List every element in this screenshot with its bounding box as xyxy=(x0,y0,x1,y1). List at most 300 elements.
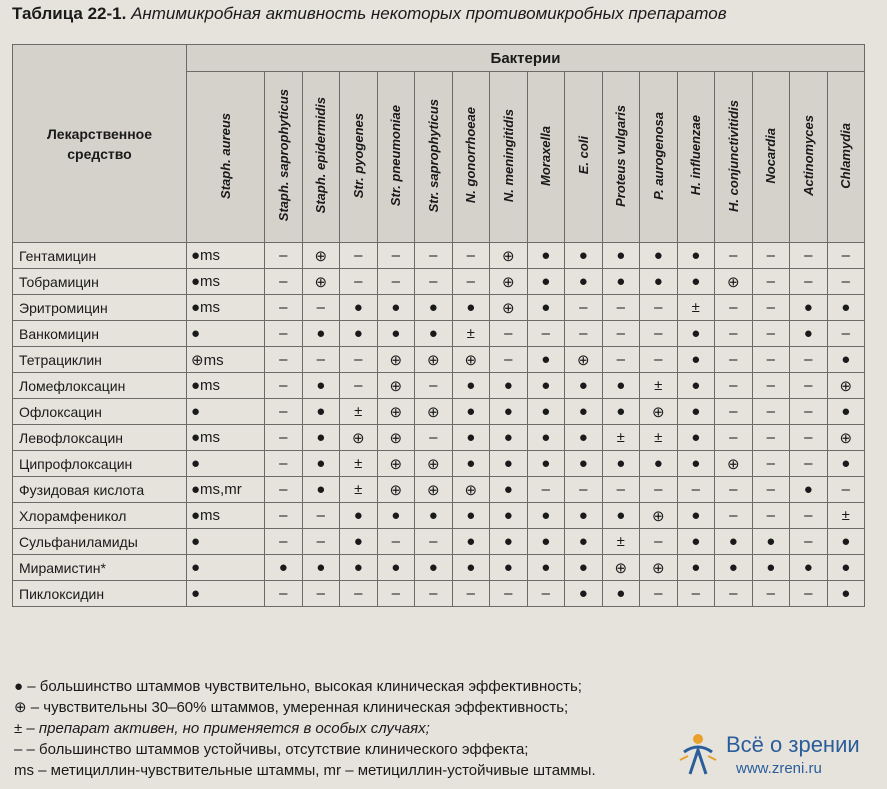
legend-item xyxy=(14,697,744,718)
activity-cell: ● xyxy=(677,529,715,555)
legend-item xyxy=(14,718,744,739)
activity-cell: – xyxy=(715,477,753,503)
activity-cell: – xyxy=(265,529,303,555)
activity-cell: – xyxy=(265,451,303,477)
activity-cell: ● xyxy=(827,399,865,425)
bacteria-header xyxy=(377,72,415,243)
activity-cell: ● xyxy=(527,269,565,295)
activity-cell: ● xyxy=(602,269,640,295)
bacteria-label: Staph. saprophyticus xyxy=(275,89,291,222)
activity-cell: ● xyxy=(187,451,265,477)
activity-cell: – xyxy=(752,347,790,373)
drug-name: Офлоксацин xyxy=(13,399,187,425)
activity-cell: ● xyxy=(527,295,565,321)
activity-cell: – xyxy=(377,269,415,295)
bacteria-header xyxy=(527,72,565,243)
activity-cell: ● xyxy=(340,555,378,581)
activity-cell: ● xyxy=(677,451,715,477)
activity-cell: – xyxy=(640,347,678,373)
activity-cell: – xyxy=(602,347,640,373)
activity-cell: ● xyxy=(452,503,490,529)
activity-cell: – xyxy=(752,581,790,607)
activity-cell: – xyxy=(415,269,453,295)
activity-cell: – xyxy=(452,581,490,607)
activity-cell: – xyxy=(265,243,303,269)
activity-cell: – xyxy=(752,321,790,347)
bacteria-header xyxy=(752,72,790,243)
activity-cell: ●ms xyxy=(187,295,265,321)
activity-cell: – xyxy=(490,347,528,373)
table-title xyxy=(12,4,727,24)
activity-cell: – xyxy=(452,243,490,269)
drug-name: Ципрофлоксацин xyxy=(13,451,187,477)
activity-cell: ●ms xyxy=(187,425,265,451)
activity-cell: – xyxy=(790,399,828,425)
table-row xyxy=(13,347,865,373)
activity-cell: ● xyxy=(677,347,715,373)
activity-cell: ⊕ xyxy=(415,451,453,477)
activity-cell: ● xyxy=(565,555,603,581)
activity-cell: – xyxy=(752,425,790,451)
site-logo[interactable] xyxy=(676,728,882,782)
antimicrobial-activity-table xyxy=(12,44,865,607)
bacteria-label: H. conjunctivitidis xyxy=(725,99,741,212)
activity-cell: – xyxy=(340,373,378,399)
legend-symbol: ms xyxy=(14,762,34,779)
activity-cell: ⊕ xyxy=(302,269,340,295)
activity-cell: ● xyxy=(265,555,303,581)
activity-cell: ● xyxy=(827,451,865,477)
activity-cell: ● xyxy=(302,451,340,477)
activity-cell: ⊕ xyxy=(302,243,340,269)
activity-cell: ● xyxy=(377,295,415,321)
activity-cell: ● xyxy=(640,243,678,269)
activity-cell: ± xyxy=(602,425,640,451)
activity-cell: – xyxy=(790,581,828,607)
activity-cell: ● xyxy=(452,529,490,555)
bacteria-header xyxy=(340,72,378,243)
activity-cell: – xyxy=(302,347,340,373)
activity-cell: – xyxy=(302,503,340,529)
activity-cell: – xyxy=(790,269,828,295)
activity-cell: ± xyxy=(677,295,715,321)
activity-cell: ● xyxy=(827,295,865,321)
table-row xyxy=(13,503,865,529)
bacteria-header xyxy=(415,72,453,243)
activity-cell: – xyxy=(265,477,303,503)
activity-cell: ⊕ xyxy=(377,451,415,477)
activity-cell: ● xyxy=(565,581,603,607)
activity-cell: – xyxy=(602,477,640,503)
activity-cell: – xyxy=(640,477,678,503)
activity-cell: ● xyxy=(527,243,565,269)
activity-cell: – xyxy=(715,503,753,529)
activity-cell: ⊕ xyxy=(415,347,453,373)
activity-cell: ± xyxy=(640,373,678,399)
activity-cell: – xyxy=(377,529,415,555)
activity-cell: ●ms,mr xyxy=(187,477,265,503)
activity-cell: ● xyxy=(187,581,265,607)
activity-cell: – xyxy=(790,373,828,399)
activity-cell: ● xyxy=(527,347,565,373)
activity-cell: ● xyxy=(565,269,603,295)
activity-cell: – xyxy=(602,321,640,347)
drug-name: Фузидовая кислота xyxy=(13,477,187,503)
activity-cell: – xyxy=(790,529,828,555)
activity-cell: – xyxy=(827,321,865,347)
activity-cell: ● xyxy=(490,399,528,425)
activity-cell: ● xyxy=(565,425,603,451)
drug-name: Тетрациклин xyxy=(13,347,187,373)
activity-cell: – xyxy=(715,321,753,347)
activity-cell: – xyxy=(377,581,415,607)
bacteria-label: Staph. aureus xyxy=(218,112,233,199)
bacteria-header xyxy=(715,72,753,243)
bacteria-header xyxy=(602,72,640,243)
activity-cell: ● xyxy=(677,243,715,269)
activity-cell: ⊕ xyxy=(340,425,378,451)
activity-cell: ● xyxy=(187,399,265,425)
activity-cell: ⊕ xyxy=(565,347,603,373)
activity-cell: ● xyxy=(452,373,490,399)
bacteria-label: Str. pyogenes xyxy=(350,112,366,199)
activity-cell: ⊕ xyxy=(715,451,753,477)
activity-cell: ● xyxy=(677,321,715,347)
legend-text: – метициллин-чувствительные штаммы, mr – метициллин-устойчивые штаммы. xyxy=(38,762,596,779)
activity-cell: ●ms xyxy=(187,243,265,269)
activity-cell: ● xyxy=(302,373,340,399)
activity-cell: ● xyxy=(187,555,265,581)
activity-cell: ⊕ xyxy=(715,269,753,295)
activity-cell: ● xyxy=(415,321,453,347)
activity-cell: ± xyxy=(602,529,640,555)
bacteria-header xyxy=(490,72,528,243)
activity-cell: – xyxy=(527,321,565,347)
table-row xyxy=(13,451,865,477)
activity-cell: ● xyxy=(565,373,603,399)
activity-cell: ● xyxy=(415,295,453,321)
activity-cell: ● xyxy=(602,243,640,269)
activity-cell: ⊕ xyxy=(415,399,453,425)
activity-cell: ⊕ xyxy=(827,373,865,399)
activity-cell: – xyxy=(302,295,340,321)
activity-cell: ●ms xyxy=(187,269,265,295)
activity-cell: ● xyxy=(490,503,528,529)
logo-name: Всё о зрении xyxy=(726,732,860,757)
activity-cell: ● xyxy=(527,451,565,477)
activity-cell: – xyxy=(790,451,828,477)
bacteria-header xyxy=(265,72,303,243)
activity-cell: – xyxy=(340,243,378,269)
legend-symbol: ± xyxy=(14,720,23,737)
activity-cell: – xyxy=(715,295,753,321)
activity-cell: ● xyxy=(790,295,828,321)
activity-cell: ● xyxy=(490,477,528,503)
activity-cell: ● xyxy=(677,503,715,529)
activity-cell: – xyxy=(827,243,865,269)
activity-cell: – xyxy=(265,347,303,373)
activity-cell: ●ms xyxy=(187,503,265,529)
activity-cell: ● xyxy=(527,425,565,451)
activity-cell: ● xyxy=(827,529,865,555)
activity-cell: ● xyxy=(187,321,265,347)
activity-cell: ⊕ xyxy=(377,477,415,503)
activity-cell: ● xyxy=(715,555,753,581)
bacteria-label: Chlamydia xyxy=(838,122,854,189)
activity-cell: – xyxy=(565,295,603,321)
activity-cell: ± xyxy=(452,321,490,347)
activity-cell: ● xyxy=(340,503,378,529)
activity-cell: ● xyxy=(187,529,265,555)
activity-cell: ● xyxy=(377,321,415,347)
bacteria-header xyxy=(187,72,265,243)
bacteria-group-header: Бактерии xyxy=(187,45,865,72)
table-body xyxy=(13,243,865,607)
activity-cell: ⊕ xyxy=(452,477,490,503)
activity-cell: ● xyxy=(377,503,415,529)
activity-cell: ● xyxy=(452,555,490,581)
activity-cell: – xyxy=(565,321,603,347)
bacteria-label: N. meningitidis xyxy=(500,108,516,203)
legend-text: – большинство штаммов чувствительно, высокая клиническая эффективность; xyxy=(27,678,582,695)
activity-cell: – xyxy=(752,373,790,399)
drug-name: Хлорамфеникол xyxy=(13,503,187,529)
activity-cell: – xyxy=(415,373,453,399)
activity-cell: – xyxy=(715,581,753,607)
drug-name: Ломефлоксацин xyxy=(13,373,187,399)
table-row xyxy=(13,243,865,269)
eye-person-icon xyxy=(676,730,720,778)
drug-name: Сульфаниламиды xyxy=(13,529,187,555)
bacteria-label: Str. saprophyticus xyxy=(425,98,441,213)
activity-cell: ● xyxy=(302,555,340,581)
activity-cell: ● xyxy=(340,295,378,321)
activity-cell: ● xyxy=(527,555,565,581)
activity-cell: ● xyxy=(565,243,603,269)
activity-cell: – xyxy=(415,425,453,451)
legend-item xyxy=(14,676,744,697)
table-row xyxy=(13,373,865,399)
activity-cell: ● xyxy=(677,425,715,451)
legend-item xyxy=(14,760,744,781)
activity-cell: – xyxy=(415,243,453,269)
activity-cell: ● xyxy=(302,321,340,347)
drug-name: Левофлоксацин xyxy=(13,425,187,451)
activity-cell: ⊕ xyxy=(490,295,528,321)
activity-cell: – xyxy=(490,581,528,607)
activity-cell: ⊕ xyxy=(827,425,865,451)
activity-cell: ⊕ xyxy=(490,269,528,295)
activity-cell: ● xyxy=(490,425,528,451)
activity-cell: – xyxy=(752,503,790,529)
activity-cell: ● xyxy=(827,581,865,607)
activity-cell: – xyxy=(827,269,865,295)
activity-cell: – xyxy=(640,321,678,347)
activity-cell: – xyxy=(415,581,453,607)
activity-cell: ● xyxy=(602,399,640,425)
activity-cell: ● xyxy=(452,295,490,321)
drug-name: Гентамицин xyxy=(13,243,187,269)
activity-cell: – xyxy=(640,295,678,321)
drug-name: Мирамистин* xyxy=(13,555,187,581)
activity-cell: – xyxy=(715,399,753,425)
activity-cell: ⊕ xyxy=(452,347,490,373)
activity-cell: ± xyxy=(827,503,865,529)
activity-cell: – xyxy=(302,581,340,607)
activity-cell: ● xyxy=(490,451,528,477)
activity-cell: ● xyxy=(752,529,790,555)
drug-name: Ванкомицин xyxy=(13,321,187,347)
activity-cell: ● xyxy=(640,269,678,295)
activity-cell: ● xyxy=(752,555,790,581)
activity-cell: – xyxy=(265,399,303,425)
activity-cell: – xyxy=(715,373,753,399)
activity-cell: ● xyxy=(340,529,378,555)
activity-cell: ● xyxy=(715,529,753,555)
activity-cell: ● xyxy=(565,503,603,529)
bacteria-header xyxy=(640,72,678,243)
activity-cell: ● xyxy=(415,555,453,581)
activity-cell: ● xyxy=(790,321,828,347)
activity-cell: ● xyxy=(377,555,415,581)
activity-cell: ± xyxy=(340,451,378,477)
activity-cell: – xyxy=(752,295,790,321)
activity-cell: ● xyxy=(677,373,715,399)
activity-cell: – xyxy=(640,529,678,555)
activity-cell: ● xyxy=(527,529,565,555)
activity-cell: ● xyxy=(827,555,865,581)
activity-cell: ⊕ xyxy=(602,555,640,581)
activity-cell: – xyxy=(302,529,340,555)
legend-text: – чувствительны 30–60% штаммов, умеренная клиническая эффективность; xyxy=(30,699,569,716)
activity-cell: – xyxy=(790,425,828,451)
legend xyxy=(14,676,744,781)
activity-cell: – xyxy=(265,321,303,347)
activity-cell: – xyxy=(265,295,303,321)
activity-cell: – xyxy=(790,347,828,373)
drug-name: Пиклоксидин xyxy=(13,581,187,607)
activity-cell: – xyxy=(452,269,490,295)
bacteria-label: Actinomyces xyxy=(800,115,816,196)
activity-cell: ● xyxy=(490,555,528,581)
activity-cell: ● xyxy=(527,503,565,529)
table-row xyxy=(13,477,865,503)
table-row xyxy=(13,555,865,581)
activity-cell: ⊕ xyxy=(377,373,415,399)
activity-cell: ⊕ xyxy=(377,425,415,451)
activity-cell: – xyxy=(340,581,378,607)
drug-column-header: Лекарственное средство xyxy=(13,45,187,243)
activity-cell: – xyxy=(752,243,790,269)
activity-cell: ● xyxy=(677,269,715,295)
activity-cell: ●ms xyxy=(187,373,265,399)
activity-cell: – xyxy=(827,477,865,503)
bacteria-header xyxy=(565,72,603,243)
activity-cell: ● xyxy=(302,425,340,451)
legend-text: – препарат активен, но применяется в особых случаях; xyxy=(26,720,430,737)
activity-cell: ● xyxy=(602,581,640,607)
activity-cell: – xyxy=(415,529,453,555)
activity-cell: – xyxy=(677,581,715,607)
bacteria-label: E. coli xyxy=(575,136,591,175)
table-row xyxy=(13,529,865,555)
logo-url: www.zreni.ru xyxy=(736,760,822,777)
activity-cell: ⊕ xyxy=(490,243,528,269)
table-caption: Антимикробная активность некоторых противомикробных препаратов xyxy=(131,4,727,23)
activity-cell: – xyxy=(752,477,790,503)
table-row xyxy=(13,269,865,295)
activity-cell: – xyxy=(602,295,640,321)
activity-cell: ● xyxy=(565,529,603,555)
activity-cell: ⊕ xyxy=(640,555,678,581)
bacteria-label: Moraxella xyxy=(538,125,554,186)
activity-cell: ⊕ xyxy=(415,477,453,503)
table-row xyxy=(13,399,865,425)
bacteria-header xyxy=(677,72,715,243)
activity-cell: – xyxy=(265,425,303,451)
activity-cell: – xyxy=(752,451,790,477)
activity-cell: – xyxy=(752,269,790,295)
bacteria-label: Proteus vulgaris xyxy=(613,104,629,207)
activity-cell: ● xyxy=(790,477,828,503)
activity-cell: ● xyxy=(452,451,490,477)
activity-cell: – xyxy=(527,477,565,503)
activity-cell: ⊕ms xyxy=(187,347,265,373)
activity-cell: – xyxy=(377,243,415,269)
legend-item xyxy=(14,739,744,760)
bacteria-header xyxy=(452,72,490,243)
activity-cell: – xyxy=(490,321,528,347)
activity-cell: – xyxy=(265,581,303,607)
activity-cell: ● xyxy=(602,373,640,399)
table-row xyxy=(13,295,865,321)
legend-text: – большинство штаммов устойчивы, отсутствие клинического эффекта; xyxy=(26,741,529,758)
activity-cell: ● xyxy=(565,451,603,477)
activity-cell: ⊕ xyxy=(377,399,415,425)
activity-cell: ● xyxy=(602,503,640,529)
bacteria-header xyxy=(302,72,340,243)
activity-cell: ● xyxy=(415,503,453,529)
activity-cell: – xyxy=(640,581,678,607)
activity-cell: – xyxy=(340,269,378,295)
legend-symbol: ⊕ xyxy=(14,699,27,716)
activity-cell: ● xyxy=(527,399,565,425)
drug-name: Эритромицин xyxy=(13,295,187,321)
bacteria-header xyxy=(790,72,828,243)
activity-cell: ± xyxy=(340,399,378,425)
activity-cell: – xyxy=(715,347,753,373)
activity-cell: ● xyxy=(490,373,528,399)
activity-cell: ● xyxy=(452,399,490,425)
activity-cell: ● xyxy=(565,399,603,425)
activity-cell: – xyxy=(340,347,378,373)
legend-symbol: – xyxy=(14,741,23,758)
activity-cell: ● xyxy=(452,425,490,451)
drug-name: Тобрамицин xyxy=(13,269,187,295)
activity-cell: – xyxy=(715,243,753,269)
activity-cell: ● xyxy=(340,321,378,347)
bacteria-header xyxy=(827,72,865,243)
activity-cell: ● xyxy=(677,555,715,581)
activity-cell: ± xyxy=(340,477,378,503)
activity-cell: – xyxy=(565,477,603,503)
legend-symbol: ● xyxy=(14,678,24,695)
activity-cell: ⊕ xyxy=(377,347,415,373)
activity-cell: ● xyxy=(790,555,828,581)
activity-cell: ⊕ xyxy=(640,503,678,529)
bacteria-label: H. influenzae xyxy=(688,115,704,196)
bacteria-label: Str. pneumoniae xyxy=(388,104,404,207)
